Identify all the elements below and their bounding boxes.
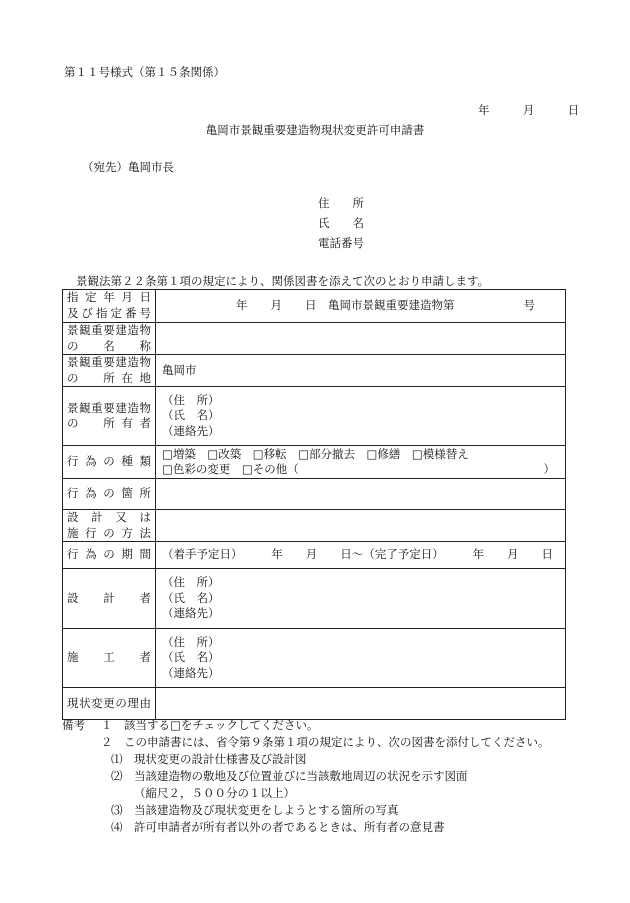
- note-2-text: この申請書には、省令第９条第１項の規定により、次の図書を添付してください。: [124, 735, 550, 749]
- designer-contact: （連絡先）: [162, 606, 220, 621]
- label-designer: 設計者: [63, 569, 156, 629]
- form-number: 第１１号様式（第１５条関係）: [64, 65, 225, 79]
- table-row-building-owner: [63, 387, 566, 446]
- act-type-checkboxes-line1[interactable]: □増築 □改築 □移転 □部分撤去 □修繕 □模様替え: [162, 446, 469, 461]
- intro-text: 景観法第２２条第１項の規定により、関係図書を添えて次のとおり申請します。: [76, 274, 490, 288]
- value-building-name[interactable]: [156, 323, 566, 355]
- note-2-number: ２: [101, 735, 113, 749]
- value-designer[interactable]: [156, 569, 566, 629]
- applicant-info: [318, 197, 364, 257]
- contractor-address: （住 所）: [162, 634, 220, 649]
- table-row-act-location: [63, 479, 566, 510]
- designer-address: （住 所）: [162, 575, 220, 590]
- subnote-1-number: ⑴: [111, 752, 123, 766]
- owner-contact: （連絡先）: [162, 423, 220, 438]
- table-row-act-period: [63, 542, 566, 569]
- applicant-phone-label: 電話番号: [318, 236, 364, 250]
- value-contractor[interactable]: [156, 629, 566, 688]
- label-act-location: 行為の箇所: [63, 479, 156, 510]
- label-design-method: 設計又は 施行の方法: [63, 510, 156, 542]
- table-row-designer: [63, 569, 566, 629]
- date-line: [478, 104, 579, 118]
- owner-address: （住 所）: [162, 392, 220, 407]
- label-building-name: 景観重要建造物 の 名 称: [63, 323, 156, 355]
- value-building-location[interactable]: 亀岡市: [156, 355, 566, 387]
- value-act-type[interactable]: [156, 446, 566, 479]
- addressee: （宛先）亀岡市長: [82, 160, 174, 174]
- owner-name: （氏 名）: [162, 408, 220, 423]
- value-building-owner[interactable]: [156, 387, 566, 446]
- contractor-name: （氏 名）: [162, 650, 220, 665]
- notes-heading: 備考: [62, 718, 85, 732]
- applicant-name-label: 氏 名: [318, 216, 364, 230]
- subnote-4-text: 許可申請者が所有者以外の者であるときは、所有者の意見書: [134, 820, 445, 834]
- subnote-4-number: ⑷: [111, 820, 123, 834]
- note-1-number: １: [101, 718, 113, 732]
- subnote-2-scale: （縮尺２，５００分の１以上）: [134, 786, 295, 800]
- value-change-reason[interactable]: [156, 688, 566, 720]
- table-row-building-location: [63, 355, 566, 387]
- table-row-designation: [63, 290, 566, 323]
- value-act-location[interactable]: [156, 479, 566, 510]
- date-year: 年: [478, 103, 490, 117]
- subnote-2-number: ⑵: [111, 769, 123, 783]
- subnote-3-number: ⑶: [111, 803, 123, 817]
- value-design-method[interactable]: [156, 510, 566, 542]
- table-row-act-type: [63, 446, 566, 479]
- subnote-2-text: 当該建造物の敷地及び位置並びに当該敷地周辺の状況を示す図面: [134, 769, 468, 783]
- label-act-type: 行為の種類: [63, 446, 156, 479]
- label-building-owner: 景観重要建造物 の 所有者: [63, 387, 156, 446]
- table-row-contractor: [63, 629, 566, 688]
- label-building-location: 景観重要建造物 の 所在地: [63, 355, 156, 387]
- label-act-period: 行為の期間: [63, 542, 156, 569]
- subnote-3-text: 当該建造物及び現状変更をしようとする箇所の写真: [134, 803, 399, 817]
- contractor-contact: （連絡先）: [162, 665, 220, 680]
- note-1-text: 該当する□をチェックしてください。: [124, 718, 319, 732]
- value-act-period[interactable]: （着手予定日） 年 月 日～（完了予定日） 年 月 日: [156, 542, 566, 569]
- label-contractor: 施工者: [63, 629, 156, 688]
- notes-section: [62, 719, 582, 838]
- label-change-reason: 現状変更の理由: [63, 688, 156, 720]
- document-title: 亀岡市景観重要建造物現状変更許可申請書: [205, 123, 425, 137]
- subnote-1-text: 現状変更の設計仕様書及び設計図: [134, 752, 307, 766]
- application-table: [62, 289, 566, 720]
- table-row-design-method: [63, 510, 566, 542]
- applicant-address-label: 住 所: [318, 196, 364, 210]
- act-type-checkboxes-line2[interactable]: □色彩の変更 □その他（ ）: [162, 462, 555, 477]
- table-row-change-reason: [63, 688, 566, 720]
- table-row-building-name: [63, 323, 566, 355]
- value-designation[interactable]: 年 月 日 亀岡市景観重要建造物第 号: [156, 290, 566, 323]
- label-designation: 指定年月日 及び指定番号: [63, 290, 156, 323]
- designer-name: （氏 名）: [162, 590, 220, 605]
- date-month: 月: [522, 103, 535, 117]
- date-day: 日: [567, 103, 580, 117]
